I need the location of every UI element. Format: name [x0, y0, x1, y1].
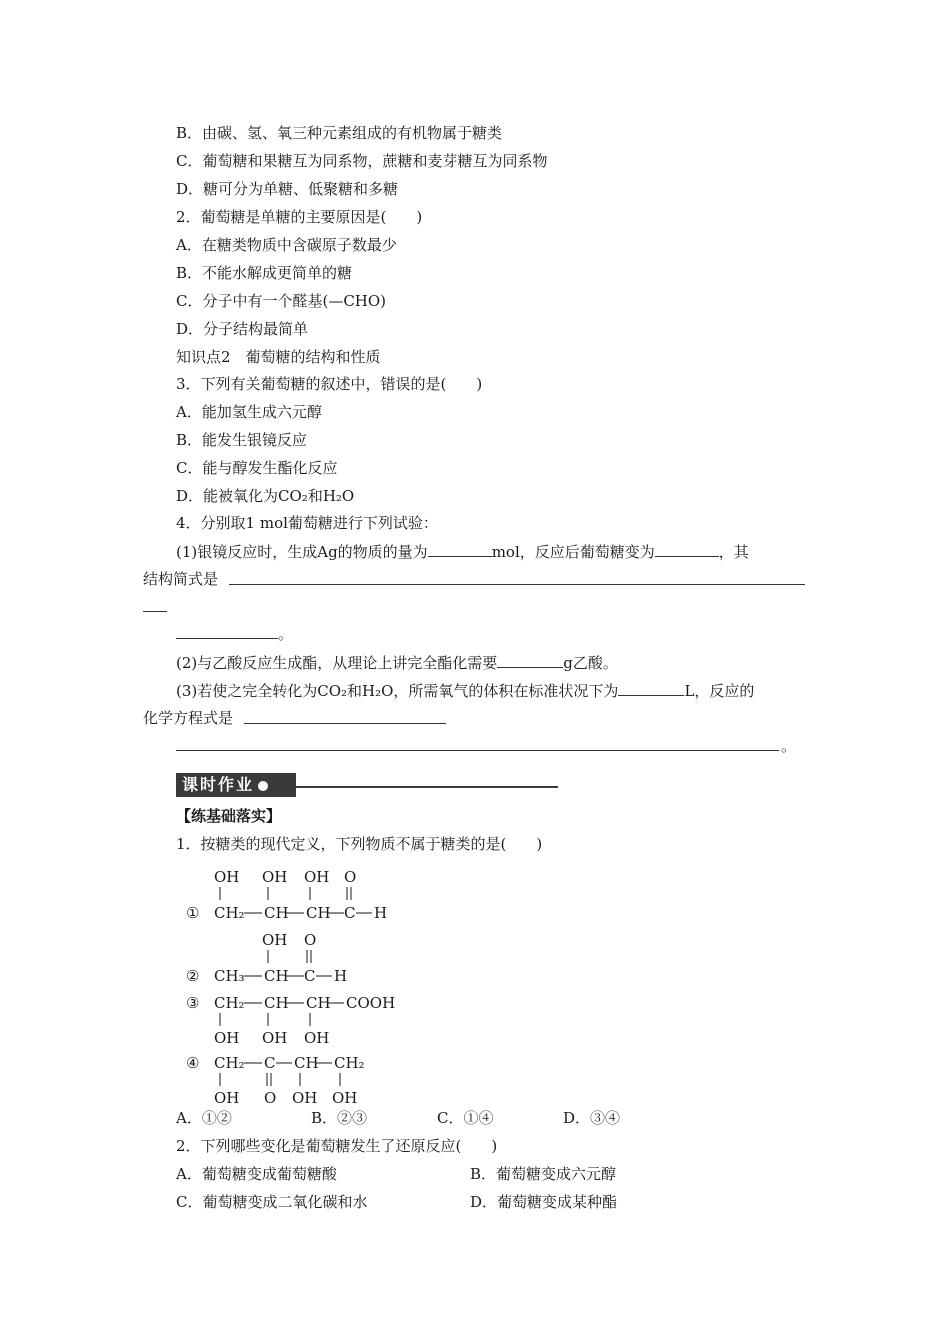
- structure-3: [186, 994, 395, 1047]
- question-4: 4．分别取1 mol葡萄糖进行下列试验：: [176, 514, 438, 532]
- oh-label: OH: [304, 868, 330, 886]
- answer-line-structure-end[interactable]: [176, 638, 278, 639]
- hw-q1-choice-b: B．②③: [311, 1109, 368, 1127]
- answer-blank-ag-mol[interactable]: [428, 541, 492, 557]
- cooh-group: COOH: [346, 994, 396, 1012]
- knowledge-point-2: 知识点2 葡萄糖的结构和性质: [176, 348, 381, 366]
- o-label: O: [264, 1089, 277, 1107]
- q2-option-d: D．分子结构最简单: [176, 320, 309, 338]
- answer-line-equation[interactable]: [244, 723, 446, 724]
- structure-1: [186, 868, 387, 922]
- q4-3-period: 。: [781, 737, 797, 755]
- o-label: O: [344, 868, 357, 886]
- structure-2: [186, 931, 347, 985]
- answer-line-structure-cont[interactable]: [143, 611, 167, 612]
- oh-label: OH: [214, 868, 240, 886]
- oh-label: OH: [292, 1089, 318, 1107]
- hw-question-1: 1．按糖类的现代定义，下列物质不属于糖类的是( ): [176, 835, 543, 853]
- ch-group: CH: [264, 994, 289, 1012]
- q3-option-c: C．能与醇发生酯化反应: [176, 459, 338, 477]
- oh-label: OH: [332, 1089, 358, 1107]
- homework-banner-box: [176, 773, 296, 797]
- q4-part-3: [176, 680, 754, 701]
- answer-blank-product[interactable]: [655, 541, 719, 557]
- structure-number: ④: [186, 1054, 200, 1072]
- question-3: 3．下列有关葡萄糖的叙述中，错误的是( ): [176, 375, 483, 393]
- c-atom: C: [264, 1054, 276, 1072]
- q4-3-equation-label: 化学方程式是: [143, 709, 234, 727]
- hw-question-2: 2．下列哪些变化是葡萄糖发生了还原反应( ): [176, 1137, 498, 1155]
- structure-number: ①: [186, 904, 200, 922]
- option-d: D．糖可分为单糖、低聚糖和多糖: [176, 180, 399, 198]
- ch-group: CH: [306, 904, 331, 922]
- q2-option-b: B．不能水解成更简单的糖: [176, 264, 353, 282]
- answer-blank-oxygen-volume[interactable]: [618, 680, 684, 696]
- structure-number: ③: [186, 994, 200, 1012]
- q3-option-a: A．能加氢生成六元醇: [176, 403, 322, 421]
- structural-formulas: [186, 865, 426, 1110]
- oh-label: OH: [214, 1029, 240, 1047]
- h-atom: H: [374, 904, 388, 922]
- hw-q2-option-c: C．葡萄糖变成二氧化碳和水: [176, 1193, 368, 1211]
- hw-q2-option-a: A．葡萄糖变成葡萄糖酸: [176, 1165, 337, 1183]
- option-c: C．葡萄糖和果糖互为同系物，蔗糖和麦芽糖互为同系物: [176, 152, 548, 170]
- question-2: 2．葡萄糖是单糖的主要原因是( ): [176, 208, 423, 226]
- hw-q1-choice-c: C．①④: [437, 1109, 494, 1127]
- banner-rule: [296, 786, 558, 788]
- q4-3-text-a: (3)若使之完全转化为CO₂和H₂O，所需氧气的体积在标准状况下为: [176, 682, 619, 700]
- answer-blank-acetic-acid[interactable]: [497, 652, 563, 668]
- q2-option-a: A．在糖类物质中含碳原子数最少: [176, 236, 397, 254]
- q4-3-text-b: L，反应的: [684, 682, 755, 700]
- ch2-group: CH₂: [214, 904, 245, 922]
- o-label: O: [304, 931, 317, 949]
- hw-q1-choice-d: D．③④: [563, 1109, 621, 1127]
- oh-label: OH: [262, 931, 288, 949]
- q4-part-2: [176, 652, 618, 673]
- q4-1-period: 。: [278, 625, 294, 643]
- h-atom: H: [334, 967, 348, 985]
- oh-label: OH: [214, 1089, 240, 1107]
- ch-group: CH: [264, 904, 289, 922]
- q4-1-structure-label: 结构简式是: [143, 570, 219, 588]
- ch-group: CH: [306, 994, 331, 1012]
- oh-label: OH: [262, 868, 288, 886]
- hw-q1-choice-a: A．①②: [176, 1109, 232, 1127]
- q4-1-text-b: mol，反应后葡萄糖变为: [491, 543, 655, 561]
- option-b: B．由碳、氢、氧三种元素组成的有机物属于糖类: [176, 124, 503, 142]
- structure-4: [186, 1054, 365, 1107]
- homework-banner-title: 课时作业: [182, 775, 255, 794]
- q4-2-text-a: (2)与乙酸反应生成酯，从理论上讲完全酯化需要: [176, 654, 498, 672]
- q4-part-1: [176, 541, 749, 562]
- q4-1-text-a: (1)银镜反应时，生成Ag的物质的量为: [176, 543, 428, 561]
- q2-option-c: C．分子中有一个醛基(—CHO): [176, 292, 387, 310]
- ch2-group: CH₂: [214, 994, 245, 1012]
- q3-option-b: B．能发生银镜反应: [176, 431, 308, 449]
- oh-label: OH: [304, 1029, 330, 1047]
- hw-q2-option-b: B．葡萄糖变成六元醇: [470, 1165, 617, 1183]
- c-atom: C: [344, 904, 356, 922]
- structure-number: ②: [186, 967, 200, 985]
- ch2-group: CH₂: [214, 1054, 245, 1072]
- q3-option-d: D．能被氧化为CO₂和H₂O: [176, 487, 355, 505]
- bullet-dot-icon: [258, 781, 268, 791]
- ch-group: CH: [294, 1054, 319, 1072]
- ch3-group: CH₃: [214, 967, 245, 985]
- hw-q2-option-d: D．葡萄糖变成某种酯: [470, 1193, 618, 1211]
- q4-2-text-b: g乙酸。: [563, 654, 618, 672]
- section-heading: 【练基础落实】: [176, 807, 282, 825]
- ch2-group: CH₂: [334, 1054, 365, 1072]
- answer-line-equation-cont[interactable]: [176, 750, 779, 751]
- answer-line-structure[interactable]: [229, 584, 805, 585]
- oh-label: OH: [262, 1029, 288, 1047]
- c-atom: C: [304, 967, 316, 985]
- ch-group: CH: [264, 967, 289, 985]
- q4-1-text-c: ，其: [718, 543, 749, 561]
